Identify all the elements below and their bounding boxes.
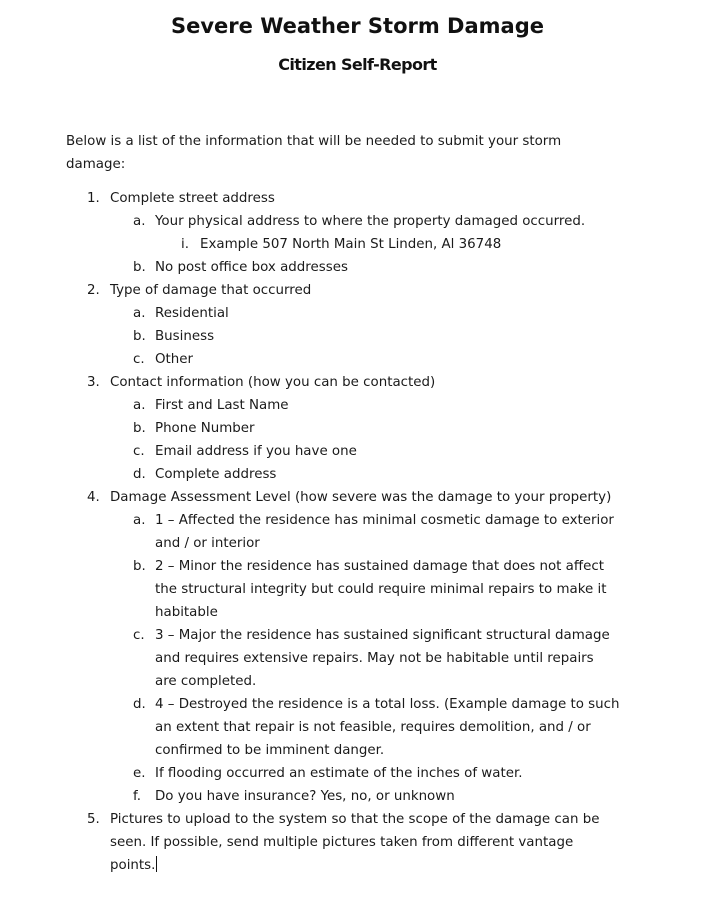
list-marker: 1. [87, 191, 100, 206]
list-item-text: 4 – Destroyed the residence is a total loss. (Example damage to such [155, 697, 620, 712]
list-item-line [0, 532, 715, 555]
list-item-line [0, 417, 715, 440]
list-item-line [0, 555, 715, 578]
list-marker: 5. [87, 812, 100, 827]
list-item-text: Complete street address [110, 191, 275, 206]
list-marker: b. [133, 260, 146, 275]
list-item-text: 2 – Minor the residence has sustained damage that does not affect [155, 559, 604, 574]
list-item-text: Business [155, 329, 215, 344]
list-marker: e. [133, 766, 146, 781]
list-item-line [0, 348, 715, 371]
list-item-text: Phone Number [155, 421, 255, 436]
list-item-line [0, 509, 715, 532]
list-item-text: habitable [155, 605, 218, 620]
list-item-line [0, 325, 715, 348]
list-item-line [0, 670, 715, 693]
list-item-line [0, 394, 715, 417]
document-subtitle: Citizen Self-Report [278, 55, 437, 74]
list-item-line [0, 256, 715, 279]
list-item-line [0, 785, 715, 808]
list-item-line [0, 440, 715, 463]
list-item-line [0, 808, 715, 831]
list-item-line [0, 187, 715, 210]
list-item-text: and / or interior [155, 536, 260, 551]
list-marker: 2. [87, 283, 100, 298]
list-item-text: confirmed to be imminent danger. [155, 743, 385, 758]
list-item-text: Contact information (how you can be contacted) [110, 375, 436, 390]
list-item-line [0, 831, 715, 854]
list-item-line [0, 693, 715, 716]
list-marker: f. [133, 789, 141, 804]
text-cursor [156, 856, 157, 872]
list-item-line [0, 762, 715, 785]
list-item-text: Email address if you have one [155, 444, 357, 459]
list-item-line [0, 624, 715, 647]
list-item-line [0, 463, 715, 486]
list-marker: d. [133, 697, 146, 712]
list-item-text: Example 507 North Main St Linden, Al 36748 [200, 237, 502, 252]
list-item-line [0, 739, 715, 762]
list-marker: a. [133, 306, 146, 321]
list-item-line [0, 854, 715, 877]
list-item-line [0, 210, 715, 233]
intro-paragraph [66, 130, 626, 176]
list-marker: a. [133, 398, 146, 413]
list-marker: c. [133, 628, 145, 643]
list-item-text: 1 – Affected the residence has minimal cosmetic damage to exterior [155, 513, 614, 528]
list-item-text: Residential [155, 306, 229, 321]
list-marker: b. [133, 421, 146, 436]
list-marker: d. [133, 467, 146, 482]
list-item-line [0, 486, 715, 509]
list-item-text: the structural integrity but could require minimal repairs to make it [155, 582, 607, 597]
list-item-line [0, 716, 715, 739]
list-item-text: First and Last Name [155, 398, 289, 413]
list-marker: i. [181, 237, 189, 252]
list-item-line [0, 302, 715, 325]
list-item-text: points. [110, 858, 156, 873]
list-marker: 3. [87, 375, 100, 390]
list-item-text: are completed. [155, 674, 257, 689]
list-item-text: Do you have insurance? Yes, no, or unknown [155, 789, 455, 804]
requirements-list [0, 187, 715, 877]
intro-line: Below is a list of the information that will be needed to submit your storm [66, 134, 562, 149]
list-item-line [0, 279, 715, 302]
list-marker: b. [133, 329, 146, 344]
list-item-text: 3 – Major the residence has sustained significant structural damage [155, 628, 610, 643]
list-marker: b. [133, 559, 146, 574]
list-marker: c. [133, 444, 145, 459]
document-title: Severe Weather Storm Damage [170, 14, 544, 38]
list-item-line [0, 371, 715, 394]
list-item-line [0, 578, 715, 601]
list-item-text: Your physical address to where the property damaged occurred. [155, 214, 586, 229]
list-marker: a. [133, 214, 146, 229]
list-item-text: Damage Assessment Level (how severe was the damage to your property) [110, 490, 612, 505]
list-item-text: Other [155, 352, 194, 367]
list-item-text: No post office box addresses [155, 260, 348, 275]
list-item-text: an extent that repair is not feasible, requires demolition, and / or [155, 720, 591, 735]
list-item-line [0, 233, 715, 256]
list-item-text: Complete address [155, 467, 277, 482]
list-item-text: Type of damage that occurred [110, 283, 312, 298]
list-item-text: and requires extensive repairs. May not be habitable until repairs [155, 651, 594, 666]
intro-line: damage: [66, 157, 126, 172]
list-item-text: If flooding occurred an estimate of the inches of water. [155, 766, 523, 781]
list-marker: c. [133, 352, 145, 367]
list-item-line [0, 647, 715, 670]
list-marker: 4. [87, 490, 100, 505]
list-item-text: seen. If possible, send multiple pictures taken from different vantage [110, 835, 574, 850]
list-item-text: Pictures to upload to the system so that the scope of the damage can be [110, 812, 600, 827]
list-marker: a. [133, 513, 146, 528]
list-item-line [0, 601, 715, 624]
